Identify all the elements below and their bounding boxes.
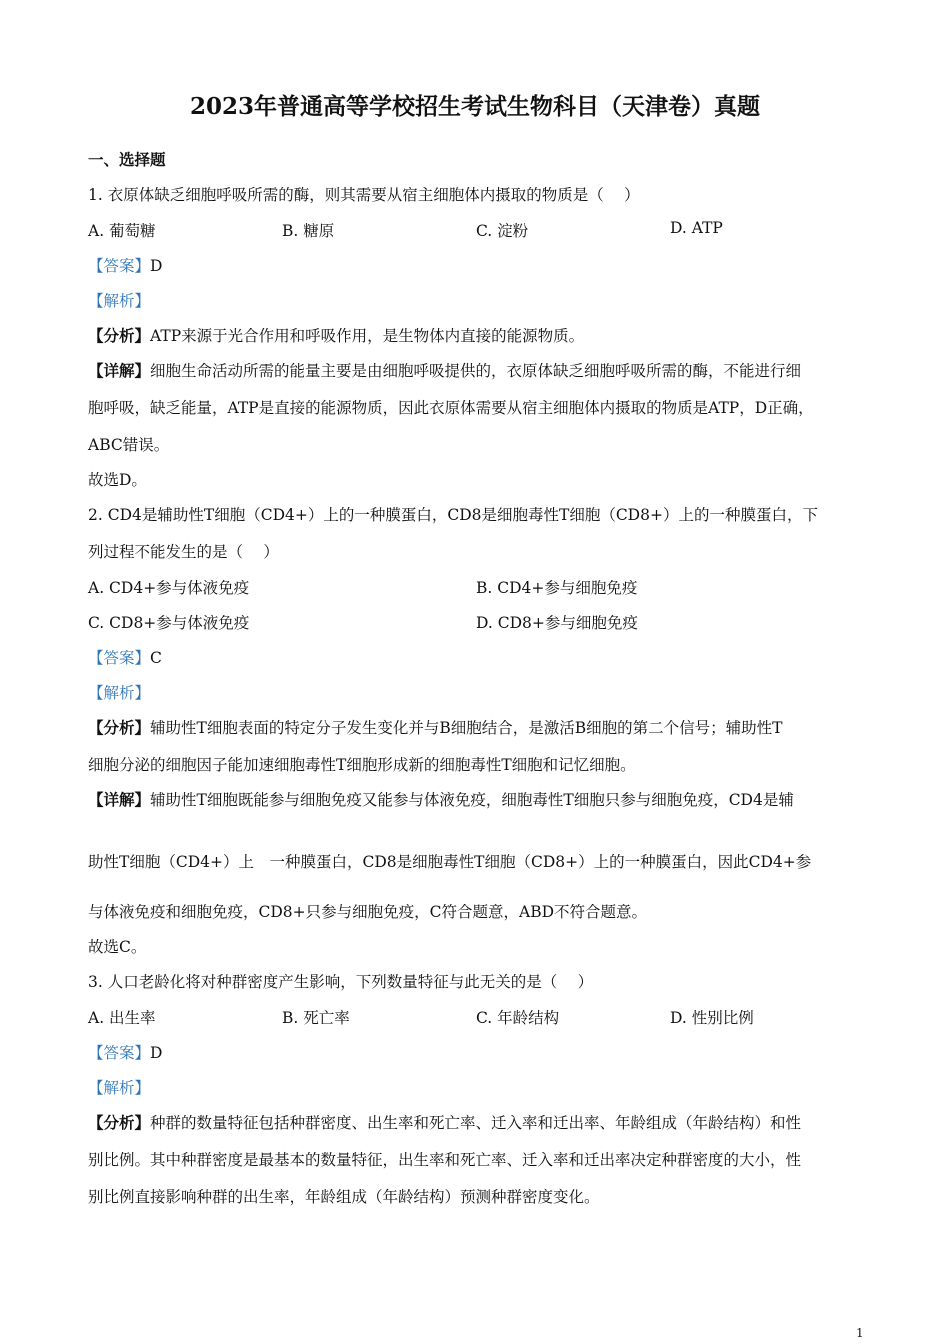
- question-2-stem-line-2: 列过程不能发生的是（ ）: [88, 543, 279, 561]
- fenxi-text: ATP来源于光合作用和呼吸作用，是生物体内直接的能源物质。: [150, 327, 585, 345]
- answer-tag: 【答案】: [88, 649, 151, 667]
- q1-conclusion: 故选D。: [88, 471, 147, 489]
- answer-value: D: [150, 257, 163, 275]
- q2-xiangjie-line-3: 与体液免疫和细胞免疫，CD8+只参与细胞免疫，C符合题意，ABD不符合题意。: [88, 903, 648, 921]
- page-number: 1: [856, 1326, 864, 1340]
- xiangjie-tag: 【详解】: [88, 790, 151, 809]
- q3-fenxi-line-2: 别比例。其中种群密度是最基本的数量特征，出生率和死亡率、迁入率和迁出率决定种群密度的大小，性: [88, 1151, 802, 1169]
- xiangjie-text: 细胞生命活动所需的能量主要是由细胞呼吸提供的，衣原体缺乏细胞呼吸所需的酶，不能进行细: [150, 362, 802, 380]
- q2-conclusion: 故选C。: [88, 938, 147, 956]
- q1-xiangjie-line-1: [88, 359, 801, 381]
- answer-value: D: [150, 1044, 163, 1062]
- q2-option-b: B. CD4+参与细胞免疫: [476, 579, 638, 597]
- q1-option-c: C. 淀粉: [476, 222, 529, 240]
- q1-option-d: D. ATP: [670, 219, 723, 237]
- q3-option-d: D. 性别比例: [670, 1009, 754, 1027]
- q2-analysis-tag: 【解析】: [88, 684, 151, 702]
- q1-option-a: A. 葡萄糖: [88, 222, 156, 240]
- q2-option-d: D. CD8+参与细胞免疫: [476, 614, 638, 632]
- q2-fenxi-line-2: 细胞分泌的细胞因子能加速细胞毒性T细胞形成新的细胞毒性T细胞和记忆细胞。: [88, 756, 636, 774]
- q3-analysis-tag: 【解析】: [88, 1079, 151, 1097]
- question-3-stem: 3. 人口老龄化将对种群密度产生影响，下列数量特征与此无关的是（ ）: [88, 973, 594, 991]
- fenxi-tag: 【分析】: [88, 326, 151, 345]
- q2-xiangjie-line-2: 助性T细胞（CD4+）上 一种膜蛋白，CD8是细胞毒性T细胞（CD8+）上的一种膜蛋白，因此CD4+参: [88, 853, 812, 871]
- xiangjie-text: 辅助性T细胞既能参与细胞免疫又能参与体液免疫，细胞毒性T细胞只参与细胞免疫，CD4是辅: [150, 791, 794, 809]
- q3-option-b: B. 死亡率: [282, 1009, 350, 1027]
- q3-fenxi-line-1: [88, 1111, 801, 1133]
- xiangjie-tag: 【详解】: [88, 361, 151, 380]
- q1-xiangjie-line-2: 胞呼吸，缺乏能量，ATP是直接的能源物质，因此衣原体需要从宿主细胞体内摄取的物质是ATP，D正确，: [88, 399, 814, 417]
- q2-answer: [88, 646, 162, 668]
- fenxi-text: 种群的数量特征包括种群密度、出生率和死亡率、迁入率和迁出率、年龄组成（年龄结构）和性: [150, 1114, 802, 1132]
- q1-analysis-tag: 【解析】: [88, 292, 151, 310]
- q1-option-b: B. 糖原: [282, 222, 335, 240]
- fenxi-tag: 【分析】: [88, 718, 151, 737]
- section-heading: 一、选择题: [88, 150, 166, 169]
- answer-value: C: [150, 649, 162, 667]
- q1-xiangjie-line-3: ABC错误。: [88, 436, 170, 454]
- q2-option-c: C. CD8+参与体液免疫: [88, 614, 250, 632]
- q2-fenxi-line-1: [88, 716, 782, 738]
- q1-answer: [88, 254, 162, 276]
- q3-option-c: C. 年龄结构: [476, 1009, 560, 1027]
- q1-fenxi: [88, 324, 584, 346]
- q2-option-a: A. CD4+参与体液免疫: [88, 579, 250, 597]
- question-2-stem-line-1: 2. CD4是辅助性T细胞（CD4+）上的一种膜蛋白，CD8是细胞毒性T细胞（CD8+）上的一种膜蛋白，下: [88, 506, 818, 524]
- question-1-stem: 1. 衣原体缺乏细胞呼吸所需的酶，则其需要从宿主细胞体内摄取的物质是（ ）: [88, 186, 640, 204]
- fenxi-text: 辅助性T细胞表面的特定分子发生变化并与B细胞结合，是激活B细胞的第二个信号；辅助性T: [150, 719, 783, 737]
- answer-tag: 【答案】: [88, 257, 151, 275]
- q3-fenxi-line-3: 别比例直接影响种群的出生率，年龄组成（年龄结构）预测种群密度变化。: [88, 1188, 600, 1206]
- q3-answer: [88, 1041, 162, 1063]
- q2-xiangjie-line-1: [88, 788, 794, 810]
- fenxi-tag: 【分析】: [88, 1113, 151, 1132]
- page-title: 2023年普通高等学校招生考试生物科目（天津卷）真题: [189, 93, 760, 120]
- answer-tag: 【答案】: [88, 1044, 151, 1062]
- q3-option-a: A. 出生率: [88, 1009, 156, 1027]
